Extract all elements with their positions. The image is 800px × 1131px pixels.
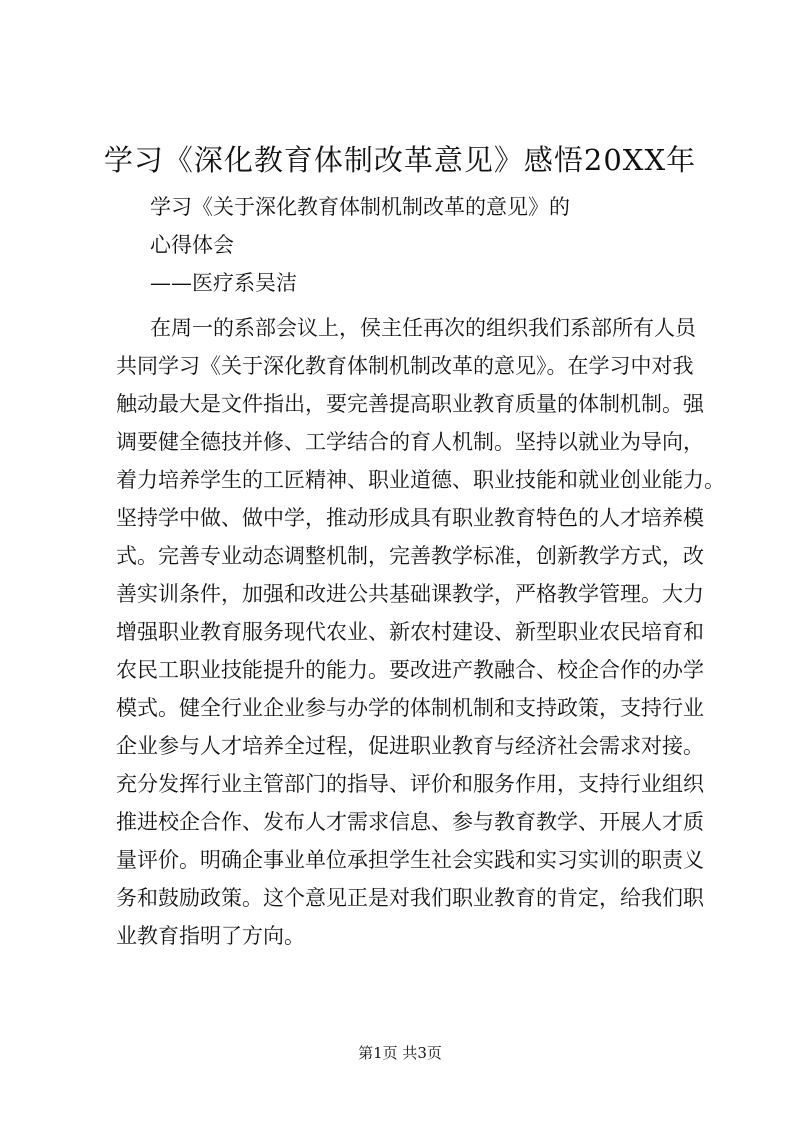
body-line: 共同学习《关于深化教育体制机制改革的意见》。在学习中对我 [116, 354, 694, 378]
body-line: 善实训条件，加强和改进公共基础课教学，严格教学管理。大力 [116, 582, 704, 606]
body-line: 调要健全德技并修、工学结合的育人机制。坚持以就业为导向， [116, 430, 704, 454]
body-line: 模式。健全行业企业参与办学的体制机制和支持政策，支持行业 [116, 696, 704, 720]
page-footer: 第1页 共3页 [358, 1044, 442, 1062]
body-line: 增强职业教育服务现代农业、新农村建设、新型职业农民培育和 [116, 620, 704, 644]
body-line: 式。完善专业动态调整机制，完善教学标准，创新教学方式，改 [116, 544, 704, 568]
body-line: 企业参与人才培养全过程，促进职业教育与经济社会需求对接。 [116, 734, 704, 758]
body-line: 农民工职业技能提升的能力。要改进产教融合、校企合作的办学 [116, 658, 704, 682]
body-line: 坚持学中做、做中学，推动形成具有职业教育特色的人才培养模 [116, 506, 704, 530]
author-line: ——医疗系吴洁 [150, 271, 297, 295]
body-line: 推进校企合作、发布人才需求信息、参与教育教学、开展人才质 [116, 810, 704, 834]
body-line: 着力培养学生的工匠精神、职业道德、职业技能和就业创业能力。 [116, 468, 725, 492]
body-line: 充分发挥行业主管部门的指导、评价和服务作用，支持行业组织 [116, 772, 704, 796]
body-line: 务和鼓励政策。这个意见正是对我们职业教育的肯定，给我们职 [116, 886, 704, 910]
body-line: 量评价。明确企事业单位承担学生社会实践和实习实训的职责义 [116, 848, 704, 872]
body-line: 业教育指明了方向。 [116, 924, 305, 948]
page-title: 学习《深化教育体制改革意见》感悟20XX年 [103, 143, 697, 177]
body-line: 触动最大是文件指出，要完善提高职业教育质量的体制机制。强 [116, 392, 704, 416]
subheading-line-2: 心得体会 [150, 233, 234, 257]
body-line: 在周一的系部会议上，侯主任再次的组织我们系部所有人员 [150, 316, 696, 340]
subheading-line-1: 学习《关于深化教育体制机制改革的意见》的 [150, 195, 570, 219]
